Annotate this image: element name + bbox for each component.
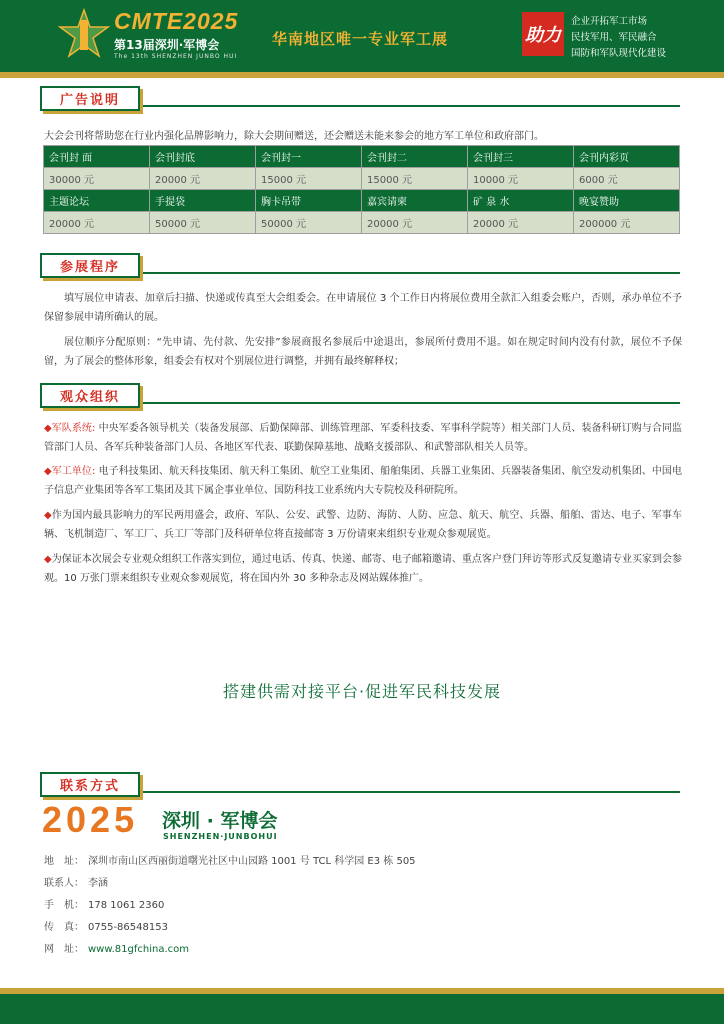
contact-label: 手 机： (44, 900, 84, 911)
audience-item-text: 作为国内最具影响力的军民两用盛会，政府、军队、公安、武警、边防、海防、人防、应急、航天、航空、兵器、船舶、雷达、电子、军事车辆、飞机制造厂、军工厂、兵工厂等部门及科研单位将直接邮寄 3 万份请柬来组织专业观众参观展览。 (44, 510, 682, 540)
table-cell: 会刊封底 (150, 146, 256, 168)
table-cell: 会刊封二 (362, 146, 468, 168)
table-cell: 会刊封 面 (44, 146, 150, 168)
table-cell: 20000 元 (44, 212, 150, 234)
star-logo-icon (58, 8, 110, 60)
section-badge-audience: 观众组织 (40, 383, 140, 408)
audience-item-label: 军队系统: (51, 423, 96, 434)
table-cell: 30000 元 (44, 168, 150, 190)
logo-title: CMTE2025 (114, 8, 239, 34)
table-row (44, 212, 680, 234)
table-cell: 胸卡吊带 (256, 190, 362, 212)
tagline-2: 民技军用、军民融合 (571, 32, 657, 43)
table-cell: 200000 元 (574, 212, 680, 234)
audience-item (44, 462, 682, 500)
table-cell: 20000 元 (150, 168, 256, 190)
zhuli-seal: 助力 (522, 12, 564, 56)
table-cell: 50000 元 (256, 212, 362, 234)
audience-item (44, 419, 682, 457)
contact-fax: 0755-86548153 (88, 922, 168, 933)
diamond-bullet-icon: ◆ (44, 423, 52, 434)
contact-mobile[interactable]: 178 1061 2360 (88, 900, 165, 911)
table-cell: 矿 泉 水 (468, 190, 574, 212)
table-cell: 主题论坛 (44, 190, 150, 212)
table-cell: 15000 元 (256, 168, 362, 190)
tagline-3: 国防和军队现代化建设 (571, 48, 667, 59)
table-cell: 会刊内彩页 (574, 146, 680, 168)
procedure-paragraph-2: 展位顺序分配原则：“先申请、先付款、先安排”参展商报名参展后中途退出，参展所付费用不退。如在规定时间内没有付款，展位不予保留，为了展会的整体形象，组委会有权对个别展位进行调整，并拥有最终解释权； (44, 337, 682, 367)
header-stripe (0, 72, 724, 78)
section-badge-contact: 联系方式 (40, 772, 140, 797)
table-row (44, 190, 680, 212)
table-cell: 15000 元 (362, 168, 468, 190)
table-row (44, 146, 680, 168)
page-header (0, 0, 724, 72)
table-cell: 10000 元 (468, 168, 574, 190)
table-cell: 20000 元 (362, 212, 468, 234)
ad-price-table (43, 145, 680, 234)
contact-address: 深圳市南山区西丽街道曙光社区中山园路 1001 号 TCL 科学园 E3 栋 505 (88, 856, 416, 867)
page-footer (0, 994, 724, 1024)
table-cell: 会刊封三 (468, 146, 574, 168)
contact-label: 地 址： (44, 856, 84, 867)
audience-item-text: 为保证本次展会专业观众组织工作落实到位，通过电话、传真、快递、邮寄、电子邮箱邀请、重点客户登门拜访等形式反复邀请专业买家到会参观。10 万张门票来组织专业观众参观展览，将在国内外 30 多种杂志及网站媒体推广。 (44, 554, 682, 584)
ads-intro: 大会会刊将帮助您在行业内强化品牌影响力，除大会期间赠送，还会赠送未能来参会的地方军工单位和政府部门。 (44, 131, 544, 142)
diamond-bullet-icon: ◆ (44, 466, 52, 477)
contact-person: 李涵 (88, 878, 108, 889)
table-cell: 手提袋 (150, 190, 256, 212)
tagline-1: 企业开拓军工市场 (571, 16, 648, 27)
diamond-bullet-icon: ◆ (44, 554, 52, 565)
contact-web-row (44, 940, 189, 955)
contact-logo-english: SHENZHEN·JUNBOHUI (163, 832, 278, 841)
contact-label: 传 真： (44, 922, 84, 933)
audience-item (44, 550, 682, 588)
table-cell: 6000 元 (574, 168, 680, 190)
table-cell: 50000 元 (150, 212, 256, 234)
audience-item (44, 506, 682, 544)
table-cell: 20000 元 (468, 212, 574, 234)
section-badge-ads: 广告说明 (40, 86, 140, 111)
table-row (44, 168, 680, 190)
contact-person-row (44, 874, 108, 889)
audience-item-label: 军工单位: (51, 466, 96, 477)
table-cell: 嘉宾请柬 (362, 190, 468, 212)
website-link[interactable]: www.81gfchina.com (88, 944, 190, 955)
logo-subtitle: 第13届深圳·军博会 (114, 38, 220, 52)
contact-logo-city: 深圳 · 军博会 (162, 810, 278, 832)
header-slogan: 华南地区唯一专业军工展 (272, 30, 449, 48)
audience-item-text: 电子科技集团、航天科技集团、航天科工集团、航空工业集团、船舶集团、兵器工业集团、兵器装备集团、航空发动机集团、中国电子信息产业集团等各军工集团及其下属企事业单位、国防科技工业系统内大专院校及科研院所。 (44, 466, 682, 496)
page-slogan: 搭建供需对接平台·促进军民科技发展 (222, 682, 502, 701)
contact-label: 网 址： (44, 944, 84, 955)
table-cell: 晚宴赞助 (574, 190, 680, 212)
audience-item-text: 中央军委各领导机关（装备发展部、后勤保障部、训练管理部、军委科技委、军事科学院等）相关部门人员、装备科研订购与合同监管部门人员、各军兵种装备部门人员、各地区军代表、联勤保障基地、战略支援部队、和武警部队相关人员等。 (44, 423, 682, 453)
table-cell: 会刊封一 (256, 146, 362, 168)
logo-english: The 13th SHENZHEN JUNBO HUI (114, 53, 238, 60)
section-badge-procedure: 参展程序 (40, 253, 140, 278)
contact-logo-year: 2025 (42, 799, 139, 840)
contact-fax-row (44, 918, 168, 933)
procedure-paragraph-1: 填写展位申请表、加章后扫描、快递或传真至大会组委会。在申请展位 3 个工作日内将展位费用全款汇入组委会账户，否则，承办单位不予保留参展申请所确认的展。 (44, 293, 682, 323)
contact-address-row (44, 852, 416, 867)
contact-label: 联系人： (44, 878, 84, 889)
diamond-bullet-icon: ◆ (44, 510, 52, 521)
contact-mobile-row (44, 896, 164, 911)
